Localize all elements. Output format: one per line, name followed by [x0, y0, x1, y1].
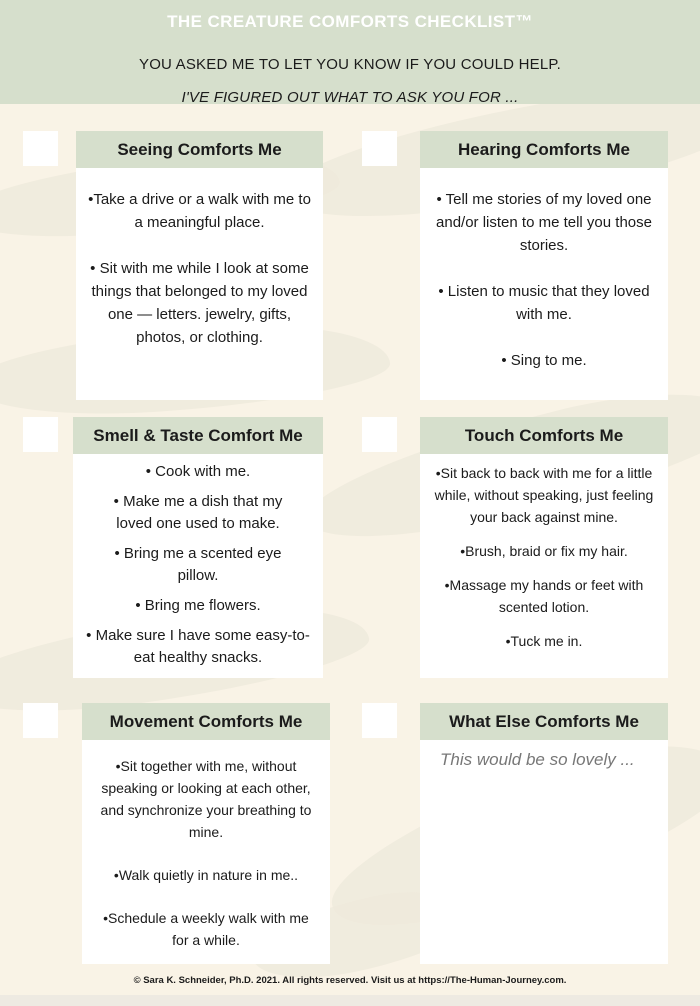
- card-body: [82, 740, 330, 951]
- list-item: • Bring me flowers.: [135, 597, 261, 614]
- card-movement: [82, 703, 330, 964]
- card-body: [73, 454, 323, 669]
- card-title: Seeing Comforts Me: [76, 131, 323, 168]
- list-item: • Listen to music that they loved with me.: [438, 283, 650, 323]
- footer-copyright: © Sara K. Schneider, Ph.D. 2021. All rights reserved. Visit us at https://The-Human-Journey.com.: [133, 975, 567, 986]
- card-title: Hearing Comforts Me: [420, 131, 668, 168]
- page-header: [0, 0, 700, 104]
- bottom-strip: [0, 995, 700, 1006]
- card-title: Smell & Taste Comfort Me: [73, 417, 323, 454]
- list-item: • Bring me a scented eye pillow.: [114, 545, 282, 584]
- card-title: Movement Comforts Me: [82, 703, 330, 740]
- free-text-placeholder[interactable]: This would be so lovely ...: [440, 750, 635, 769]
- list-item: • Make sure I have some easy-to-eat healthy snacks.: [86, 627, 310, 666]
- checkbox-movement[interactable]: [23, 703, 58, 738]
- page-subtitle-line2: I'VE FIGURED OUT WHAT TO ASK YOU FOR ...: [181, 89, 519, 106]
- list-item: • Sing to me.: [501, 352, 587, 369]
- card-title: What Else Comforts Me: [420, 703, 668, 740]
- checkbox-seeing[interactable]: [23, 131, 58, 166]
- list-item: •Take a drive or a walk with me to a meaningful place.: [88, 191, 311, 231]
- page-subtitle-line1: YOU ASKED ME TO LET YOU KNOW IF YOU COULD HELP.: [138, 56, 562, 73]
- card-title: Touch Comforts Me: [420, 417, 668, 454]
- card-touch: [420, 417, 668, 678]
- card-body: [420, 740, 668, 771]
- checkbox-hearing[interactable]: [362, 131, 397, 166]
- list-item: •Walk quietly in nature in me..: [113, 867, 299, 883]
- checkbox-smell-taste[interactable]: [23, 417, 58, 452]
- card-body: [76, 168, 323, 349]
- list-item: • Cook with me.: [145, 463, 251, 480]
- list-item: •Sit together with me, without speaking or looking at each other, and synchronize your breathing to mine.: [100, 758, 312, 840]
- card-body: [420, 168, 668, 372]
- checkbox-what-else[interactable]: [362, 703, 397, 738]
- card-body: [420, 454, 668, 652]
- checkbox-touch[interactable]: [362, 417, 397, 452]
- list-item: • Sit with me while I look at some things that belonged to my loved one — letters. jewelry, gifts, photos, or clothing.: [90, 260, 309, 346]
- card-smell-taste: [73, 417, 323, 678]
- card-seeing: [76, 131, 323, 400]
- list-item: •Schedule a weekly walk with me for a while.: [103, 910, 309, 948]
- card-what-else: [420, 703, 668, 964]
- list-item: •Massage my hands or feet with scented lotion.: [444, 577, 644, 615]
- list-item: •Brush, braid or fix my hair.: [460, 543, 628, 559]
- list-item: •Sit back to back with me for a little while, without speaking, just feeling your back against mine.: [434, 465, 654, 525]
- page-title: THE CREATURE COMFORTS CHECKLIST™: [167, 12, 533, 31]
- card-hearing: [420, 131, 668, 400]
- list-item: •Tuck me in.: [505, 633, 583, 649]
- list-item: • Make me a dish that my loved one used to make.: [113, 493, 283, 532]
- list-item: • Tell me stories of my loved one and/or listen to me tell you those stories.: [436, 191, 652, 254]
